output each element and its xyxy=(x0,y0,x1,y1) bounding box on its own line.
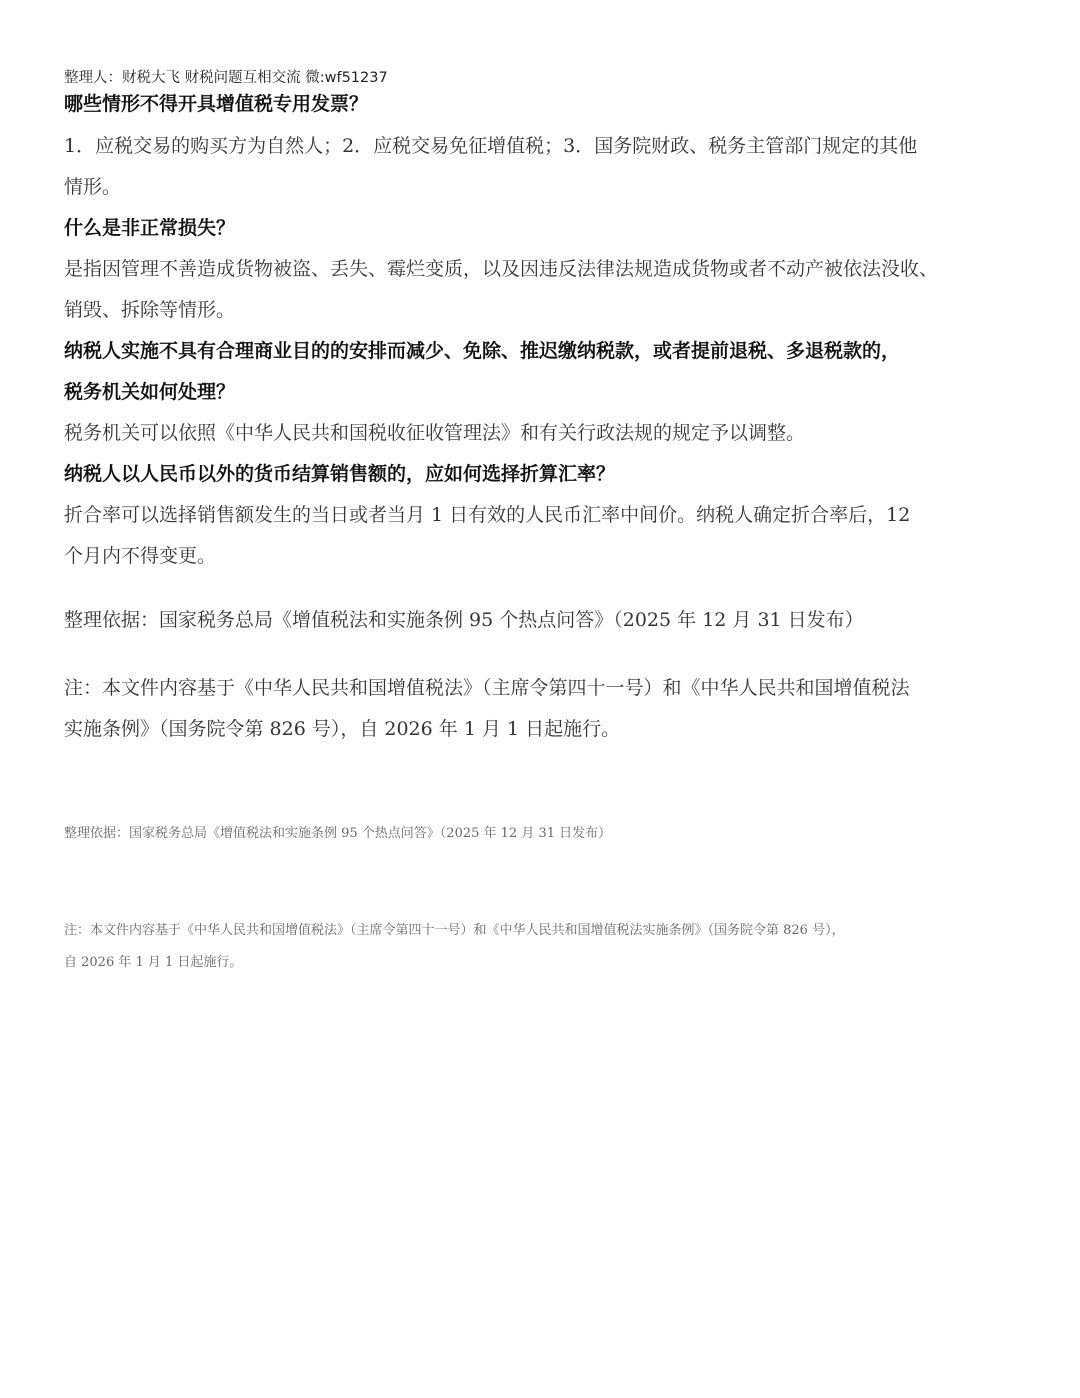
question-4: 纳税人以人民币以外的货币结算销售额的，应如何选择折算汇率？ xyxy=(64,463,616,485)
footer-note-line-2: 自 2026 年 1 月 1 日起施行。 xyxy=(64,955,243,970)
answer-2-line-1: 是指因管理不善造成货物被盗、丢失、霉烂变质，以及因违反法律法规造成货物或者不动产被依法没收、 xyxy=(64,258,939,280)
note-line-1: 注：本文件内容基于《中华人民共和国增值税法》（主席令第四十一号）和《中华人民共和国增值税法 xyxy=(64,677,910,699)
organizer-header: 整理人：财税大飞 财税问题互相交流 微:wf51237 xyxy=(64,70,388,86)
footer-basis: 整理依据：国家税务总局《增值税法和实施条例 95 个热点问答》（2025 年 12 月 31 日发布） xyxy=(64,826,612,841)
question-1: 哪些情形不得开具增值税专用发票？ xyxy=(64,93,369,115)
basis-line: 整理依据：国家税务总局《增值税法和实施条例 95 个热点问答》（2025 年 12 月 31 日发布） xyxy=(64,609,864,631)
question-3-line-1: 纳税人实施不具有合理商业目的的安排而减少、免除、推迟缴纳税款，或者提前退税、多退税款的， xyxy=(64,340,901,362)
answer-2-line-2: 销毁、拆除等情形。 xyxy=(64,299,236,321)
answer-4-line-2: 个月内不得变更。 xyxy=(64,545,217,567)
answer-4-line-1: 折合率可以选择销售额发生的当日或者当月 1 日有效的人民币汇率中间价。纳税人确定折合率后，12 xyxy=(64,504,911,526)
question-3-line-2: 税务机关如何处理？ xyxy=(64,381,236,403)
answer-1-line-2: 情形。 xyxy=(64,176,122,198)
answer-3: 税务机关可以依照《中华人民共和国税收征收管理法》和有关行政法规的规定予以调整。 xyxy=(64,422,806,444)
question-2: 什么是非正常损失？ xyxy=(64,217,236,239)
answer-1-line-1: 1．应税交易的购买方为自然人；2．应税交易免征增值税；3．国务院财政、税务主管部门规定的其他 xyxy=(64,135,918,157)
note-line-2: 实施条例》（国务院令第 826 号），自 2026 年 1 月 1 日起施行。 xyxy=(64,718,621,740)
footer-note-line-1: 注：本文件内容基于《中华人民共和国增值税法》（主席令第四十一号）和《中华人民共和国增值税法实施条例》（国务院令第 826 号）， xyxy=(64,923,845,938)
